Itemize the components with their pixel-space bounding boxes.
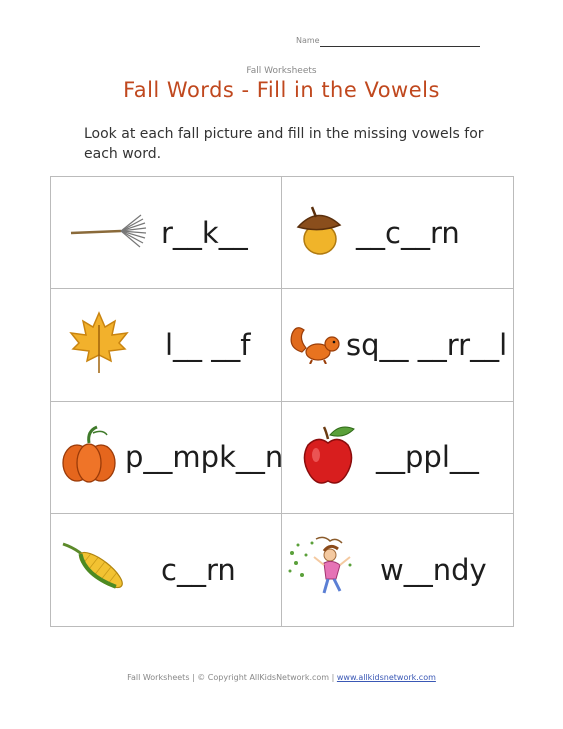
worksheet-subtitle: Fall Worksheets [246,66,317,76]
word-cell-rake [51,177,282,289]
word-cell-pumpkin [51,402,282,514]
word-grid [50,176,514,627]
footer-link[interactable]: www.allkidsnetwork.com [336,673,436,682]
corn-icon [61,540,133,600]
word-blank[interactable]: c__rn [161,552,236,587]
rake-icon [69,211,149,255]
footer-text: Fall Worksheets | © Copyright AllKidsNetwork.com | [127,673,337,682]
word-cell-corn [51,514,282,626]
footer [0,673,563,682]
word-blank[interactable]: p__mpk__n [125,440,284,475]
word-cell-squirrel [282,289,513,401]
word-cell-apple [282,402,513,514]
name-underline [320,46,480,47]
worksheet-title: Fall Words - Fill in the Vowels [123,78,440,102]
apple-icon [300,423,356,491]
pumpkin-icon [57,425,121,489]
word-blank[interactable]: sq__ __rr__l [346,327,508,362]
name-label: Name [296,36,320,45]
word-cell-acorn [282,177,513,289]
word-blank[interactable]: __c__rn [356,215,460,250]
maple-leaf-icon [69,311,129,379]
acorn-icon [290,203,346,263]
instructions: Look at each fall picture and fill in the missing vowels for each word. [84,126,484,162]
name-field[interactable] [296,36,320,45]
word-blank[interactable]: l__ __f [165,327,251,362]
word-blank[interactable]: r__k__ [161,215,248,250]
word-cell-leaf [51,289,282,401]
word-blank[interactable]: w__ndy [380,552,487,587]
word-cell-windy [282,514,513,626]
word-blank[interactable]: __ppl__ [376,440,479,475]
windy-girl-icon [286,535,362,605]
squirrel-icon [288,322,342,368]
